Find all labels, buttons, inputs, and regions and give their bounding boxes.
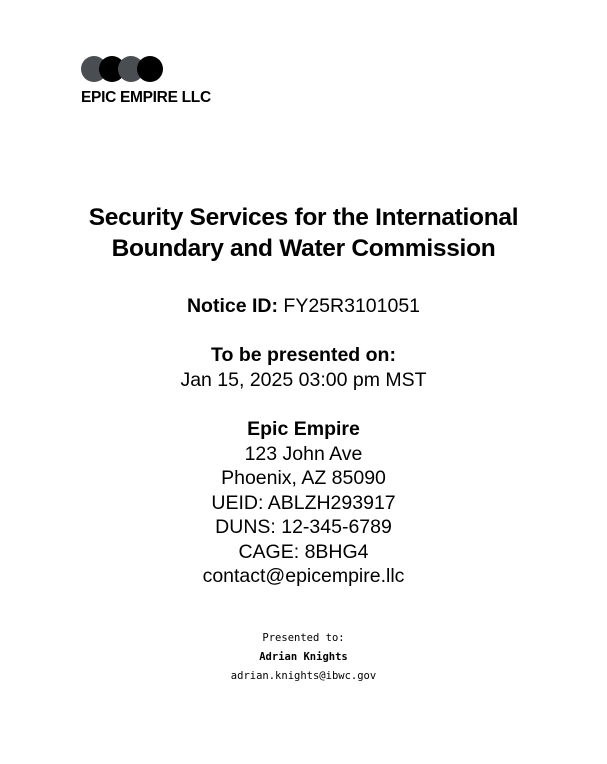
presentation-date-block [0, 343, 607, 393]
company-info-block [0, 417, 607, 589]
recipient-name: Adrian Knights [259, 651, 348, 663]
company-address-line-2: Phoenix, AZ 85090 [221, 467, 386, 489]
document-title [0, 202, 607, 264]
company-cage: CAGE: 8BHG4 [238, 540, 369, 563]
company-email: contact@epicempire.llc [202, 565, 405, 587]
title-line-2: Boundary and Water Commission [111, 235, 496, 262]
company-logo [81, 56, 241, 107]
title-line-1: Security Services for the International [88, 204, 519, 231]
presented-on-label: To be presented on: [211, 344, 396, 366]
presented-on-date: Jan 15, 2025 03:00 pm MST [180, 369, 427, 391]
recipient-block [0, 629, 607, 686]
logo-circle [137, 56, 163, 82]
notice-id-label: Notice ID: [186, 295, 278, 317]
company-ueid: UEID: ABLZH293917 [211, 491, 396, 514]
company-address-line-1: 123 John Ave [244, 442, 363, 465]
recipient-email: adrian.knights@ibwc.gov [230, 670, 377, 682]
notice-id-value: FY25R3101051 [283, 295, 421, 317]
company-duns: DUNS: 12-345-6789 [215, 516, 392, 538]
logo-company-name: EPIC EMPIRE LLC [81, 89, 211, 106]
logo-circles [81, 56, 171, 82]
notice-id-line [0, 294, 607, 318]
company-name: Epic Empire [247, 418, 360, 440]
recipient-label: Presented to: [262, 632, 345, 644]
